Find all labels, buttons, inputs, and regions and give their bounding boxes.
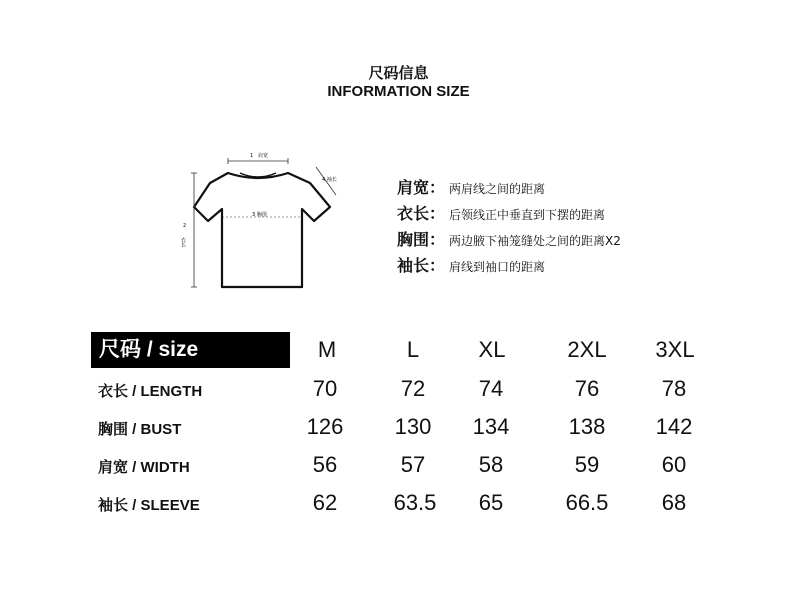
legend-item bbox=[397, 253, 621, 279]
table-cell: 65 bbox=[478, 490, 504, 515]
label-shoulder-num: 1 bbox=[250, 153, 254, 159]
row-label-cn: 衣长 bbox=[98, 382, 129, 400]
table-cell: 130 bbox=[394, 414, 432, 439]
legend-desc: 肩线到袖口的距离 bbox=[449, 260, 546, 274]
table-cell: 126 bbox=[306, 414, 344, 439]
legend-item bbox=[397, 201, 621, 227]
legend-desc: 两肩线之间的距离 bbox=[449, 182, 546, 196]
size-header-xl: XL bbox=[478, 337, 506, 362]
row-label-cn: 肩宽 bbox=[98, 458, 129, 476]
row-label-sleeve bbox=[98, 494, 200, 515]
legend-item bbox=[397, 227, 621, 253]
row-label-cn: 袖长 bbox=[98, 496, 129, 514]
table-cell: 60 bbox=[661, 452, 687, 477]
table-cell: 70 bbox=[312, 376, 338, 401]
legend-term: 衣长： bbox=[397, 204, 446, 223]
row-label-en: / LENGTH bbox=[128, 383, 203, 400]
page-title-en: INFORMATION SIZE bbox=[327, 83, 470, 100]
tshirt-measurement-diagram bbox=[180, 145, 350, 300]
size-header-m: M bbox=[317, 337, 337, 362]
table-cell: 56 bbox=[312, 452, 338, 477]
legend-term: 袖长： bbox=[397, 256, 446, 275]
size-header-3xl: 3XL bbox=[655, 337, 695, 362]
size-header-2xl: 2XL bbox=[567, 337, 607, 362]
row-label-en: / BUST bbox=[128, 421, 182, 438]
table-cell: 76 bbox=[574, 376, 600, 401]
legend-term: 肩宽： bbox=[397, 178, 446, 197]
size-header-box: 尺码 / size bbox=[91, 332, 290, 368]
row-label-en: / SLEEVE bbox=[128, 497, 200, 514]
table-cell: 57 bbox=[400, 452, 426, 477]
label-sleeve: 4 袖长 bbox=[322, 177, 337, 183]
legend-item bbox=[397, 175, 621, 201]
row-label-width bbox=[98, 456, 190, 477]
row-label-en: / WIDTH bbox=[128, 459, 190, 476]
table-cell: 142 bbox=[655, 414, 693, 439]
table-cell: 78 bbox=[661, 376, 687, 401]
legend-desc: 两边腋下袖笼缝处之间的距离X2 bbox=[449, 234, 621, 248]
table-cell: 74 bbox=[478, 376, 504, 401]
page-title-cn: 尺码信息 bbox=[368, 64, 429, 82]
table-cell: 134 bbox=[472, 414, 510, 439]
legend-desc: 后领线正中垂直到下摆的距离 bbox=[449, 208, 606, 222]
table-cell: 68 bbox=[661, 490, 687, 515]
table-cell: 63.5 bbox=[393, 490, 437, 515]
table-cell: 138 bbox=[568, 414, 606, 439]
table-cell: 59 bbox=[574, 452, 600, 477]
size-header-l: L bbox=[406, 337, 420, 362]
row-label-bust bbox=[98, 418, 181, 439]
legend-term: 胸围： bbox=[397, 230, 446, 249]
label-shoulder-cn: 肩宽 bbox=[258, 153, 269, 159]
row-label-cn: 胸围 bbox=[98, 420, 129, 438]
table-cell: 72 bbox=[400, 376, 426, 401]
row-label-length bbox=[98, 380, 202, 401]
label-length-cn: 衣长 bbox=[180, 237, 186, 247]
table-cell: 58 bbox=[478, 452, 504, 477]
label-chest: 3 胸围 bbox=[252, 212, 267, 218]
label-length-num: 2 bbox=[183, 223, 187, 229]
table-cell: 66.5 bbox=[565, 490, 609, 515]
measurement-legend bbox=[397, 175, 621, 279]
table-cell: 62 bbox=[312, 490, 338, 515]
